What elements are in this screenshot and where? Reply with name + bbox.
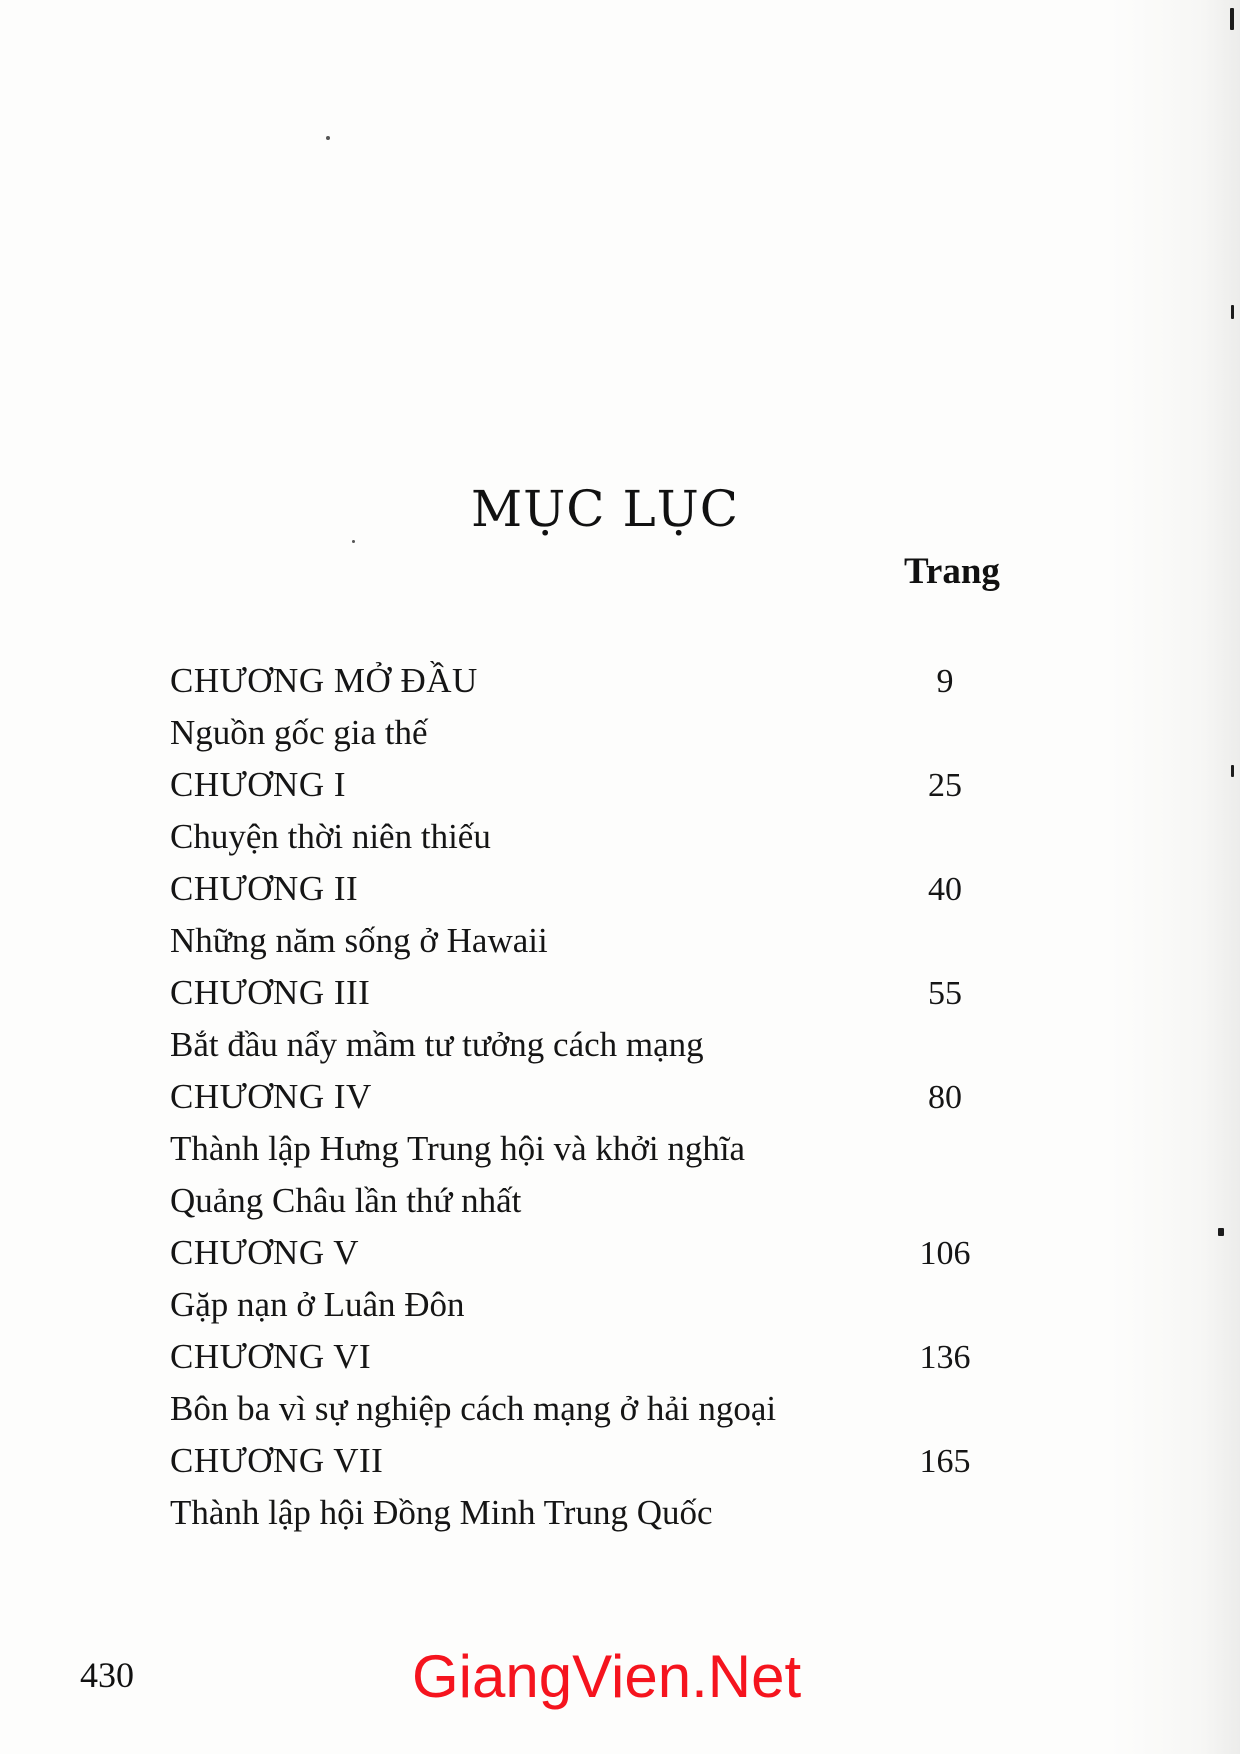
scan-edge-mark xyxy=(1218,1228,1224,1236)
chapter-subtitle-continued: Quảng Châu lần thứ nhất xyxy=(170,1181,522,1220)
toc-entry xyxy=(170,1071,1030,1227)
toc-chapter-row xyxy=(170,759,1030,811)
toc-chapter-row xyxy=(170,655,1030,707)
toc-entry xyxy=(170,1435,1030,1539)
toc-chapter-row xyxy=(170,1331,1030,1383)
page-title: MỤC LỤC xyxy=(470,480,740,538)
chapter-subtitle: Gặp nạn ở Luân Đôn xyxy=(170,1285,465,1324)
toc-chapter-row xyxy=(170,967,1030,1019)
chapter-heading: CHƯƠNG IV xyxy=(170,1077,372,1116)
scan-speck xyxy=(326,136,330,140)
table-of-contents xyxy=(170,655,1030,1539)
chapter-heading: CHƯƠNG V xyxy=(170,1233,359,1272)
page-edge-shadow xyxy=(1110,0,1240,1754)
toc-entry xyxy=(170,655,1030,759)
chapter-page-number: 55 xyxy=(928,975,962,1012)
toc-chapter-row xyxy=(170,1071,1030,1123)
chapter-heading: CHƯƠNG MỞ ĐẦU xyxy=(170,661,478,700)
page-column-header: Trang xyxy=(904,551,1000,592)
toc-chapter-row xyxy=(170,863,1030,915)
toc-entry xyxy=(170,863,1030,967)
chapter-heading: CHƯƠNG VII xyxy=(170,1441,384,1480)
chapter-heading: CHƯƠNG VI xyxy=(170,1337,372,1376)
scan-edge-mark xyxy=(1230,8,1234,30)
toc-entry xyxy=(170,967,1030,1071)
page-number: 430 xyxy=(80,1655,134,1695)
toc-entry xyxy=(170,1331,1030,1435)
chapter-subtitle: Bôn ba vì sự nghiệp cách mạng ở hải ngoại xyxy=(170,1389,777,1428)
toc-entry xyxy=(170,759,1030,863)
chapter-subtitle: Chuyện thời niên thiếu xyxy=(170,817,491,856)
chapter-page-number: 80 xyxy=(928,1079,962,1116)
toc-chapter-row xyxy=(170,1227,1030,1279)
chapter-heading: CHƯƠNG III xyxy=(170,973,371,1012)
chapter-page-number: 165 xyxy=(919,1443,971,1480)
scan-edge-mark xyxy=(1231,305,1234,319)
toc-chapter-row xyxy=(170,1435,1030,1487)
chapter-heading: CHƯƠNG II xyxy=(170,869,359,908)
chapter-subtitle: Những năm sống ở Hawaii xyxy=(170,921,548,960)
chapter-page-number: 25 xyxy=(928,767,962,804)
toc-entry xyxy=(170,1227,1030,1331)
chapter-subtitle: Thành lập Hưng Trung hội và khởi nghĩa xyxy=(170,1129,746,1168)
watermark: GiangVien.Net xyxy=(412,1643,802,1710)
scan-speck xyxy=(352,540,355,543)
chapter-subtitle: Thành lập hội Đồng Minh Trung Quốc xyxy=(170,1493,713,1532)
chapter-page-number: 106 xyxy=(919,1235,971,1272)
chapter-page-number: 136 xyxy=(919,1339,971,1376)
scan-edge-mark xyxy=(1231,765,1234,777)
chapter-page-number: 9 xyxy=(936,663,954,700)
chapter-subtitle: Nguồn gốc gia thế xyxy=(170,713,428,752)
chapter-subtitle: Bắt đầu nẩy mầm tư tưởng cách mạng xyxy=(170,1025,704,1064)
chapter-page-number: 40 xyxy=(928,871,962,908)
chapter-heading: CHƯƠNG I xyxy=(170,765,347,804)
